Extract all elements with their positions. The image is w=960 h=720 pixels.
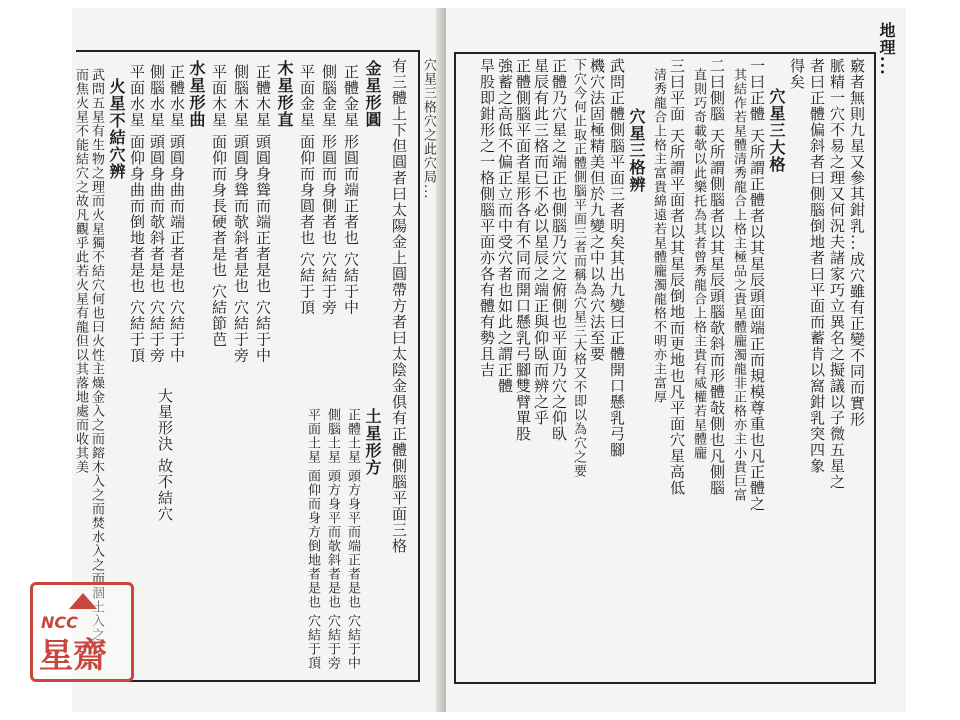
right-page-title: 地理...	[877, 22, 896, 76]
text-column: 得矣	[788, 58, 806, 90]
text-column: 直則巧奇載欹以此樂托為其者曾秀龍合上格主貴有威權若星體龐	[691, 68, 706, 460]
table-row: 平面木星 面仰而身長硬者是也 穴結節芭	[210, 64, 228, 348]
table-row: 正體水星 頭圓身曲而端正者是也 穴結于中	[168, 64, 186, 364]
text-column: 一曰正體 天所謂正體者以其星辰頭面端正而規模尊重也凡正體之	[748, 58, 766, 512]
bottom-column: 武問五星有生物之理而火星獨不結穴何也曰火性主燥金入之而鎔木入之而焚水入之而涸土入之	[89, 68, 104, 642]
table-row-metal-heading: 金星形圓	[363, 60, 382, 128]
text-column: 正體側腦平面者星形各有不同而開口懸乳弓腳雙臂單股	[514, 58, 532, 442]
right-page	[446, 8, 906, 712]
bottom-column: 而焦火星不能結穴之故凡觀乎此若火星有龍但以其落地處而收其美	[73, 68, 88, 474]
table-row-water-heading: 水星形曲	[187, 60, 206, 128]
seal-name: 星齋	[39, 636, 107, 676]
text-column: 二曰側腦 天所謂側腦者以其星辰頭腦欹斜而形體敧側也凡側腦	[708, 58, 726, 496]
section-heading: 穴星三格辨	[627, 108, 646, 193]
table-row: 正體金星 形圓而端正者也 穴結于中	[342, 64, 360, 316]
fire-star-heading: 火星不結穴辨	[107, 78, 126, 180]
table-row: 平面水星 面仰身曲而倒地者是也 穴結于頂	[128, 64, 146, 364]
section-heading: 穴星三大格	[767, 88, 786, 173]
text-column: 旱股即鉗形之一格側腦平面亦各有體有勢且吉	[478, 58, 496, 378]
table-row-earth-heading: 土星形方	[363, 408, 382, 476]
table-row: 側腦水星 頭圓身曲而欹斜者是也 穴結于旁	[148, 64, 166, 364]
text-column: 強蓄之高低不偏正立而中受穴者也如此之謂正體	[496, 58, 514, 394]
text-column: 星辰有此三格而已不必以星辰之端正與仰臥而辨之乎	[532, 58, 550, 426]
table-row: 側腦土星 頭方身平而欹斜者是也 穴結于旁	[325, 408, 340, 671]
table-row: 正體木星 頭圓身聳而端正者是也 穴結于中	[254, 64, 272, 364]
text-column: 其結作若星體清秀龍合上格主極品之貴星體龐濁龍非正格亦主小貴巨富	[731, 68, 746, 502]
text-column: 正體乃穴星之端正也側腦乃穴之俯側也平面乃穴之仰臥	[550, 58, 568, 442]
text-column: 三曰平面 天所謂平面者以其星辰倒地而更地也凡平面穴星高低	[668, 58, 686, 496]
table-row: 平面金星 面仰而身圓者也 穴結于頂	[298, 64, 316, 316]
publisher-seal	[30, 582, 134, 682]
left-top-column: 穴星三格穴之此穴局...	[421, 58, 436, 200]
text-column: 者曰正體偏斜者曰側腦倒地者曰平面而蓄肯以窩鉗乳突四象	[808, 58, 826, 474]
text-column: 清秀龍合上格主富貴綿遠若星體龐濁龍格不明亦主富厚	[651, 68, 666, 404]
table-row: 側腦金星 形圓而身側者也 穴結于旁	[320, 64, 338, 316]
text-column: 脈精一穴不易之理又何況夫諸家巧立異名之擬議以子微五星之	[828, 58, 846, 490]
table-row: 正體土星 頭方身平而端正者是也 穴結于中	[345, 408, 360, 671]
seal-code: NCC	[41, 613, 78, 632]
text-column: 機穴法固極精美但於九變之中以為穴法至要	[588, 58, 606, 362]
table-row: 側腦木星 頭圓身聳而欹斜者是也 穴結于旁	[232, 64, 250, 364]
text-column: 竅者無則九星又參其鉗乳...成穴雖有正變不同而實形	[848, 58, 866, 428]
star-column-1: 有三體上下但圓者曰太陽金上圓帶方者曰太陰金俱有正體側腦平面三格	[390, 58, 408, 554]
seal-roof-icon	[69, 593, 97, 609]
text-column: 武問正體側腦平面三者明矣其出九變曰正體開口懸乳弓腳	[608, 58, 626, 458]
table-row: 平面土星 面仰而身方倒地者是也 穴結于頂	[305, 408, 320, 671]
text-column: 下穴今何止取正體側腦平面三者而稱為穴星三大格又不即以為穴之要	[571, 58, 586, 478]
table-row-wood-heading: 木星形直	[275, 60, 294, 128]
star-column-2: 大星形決 故不結穴	[156, 388, 174, 522]
